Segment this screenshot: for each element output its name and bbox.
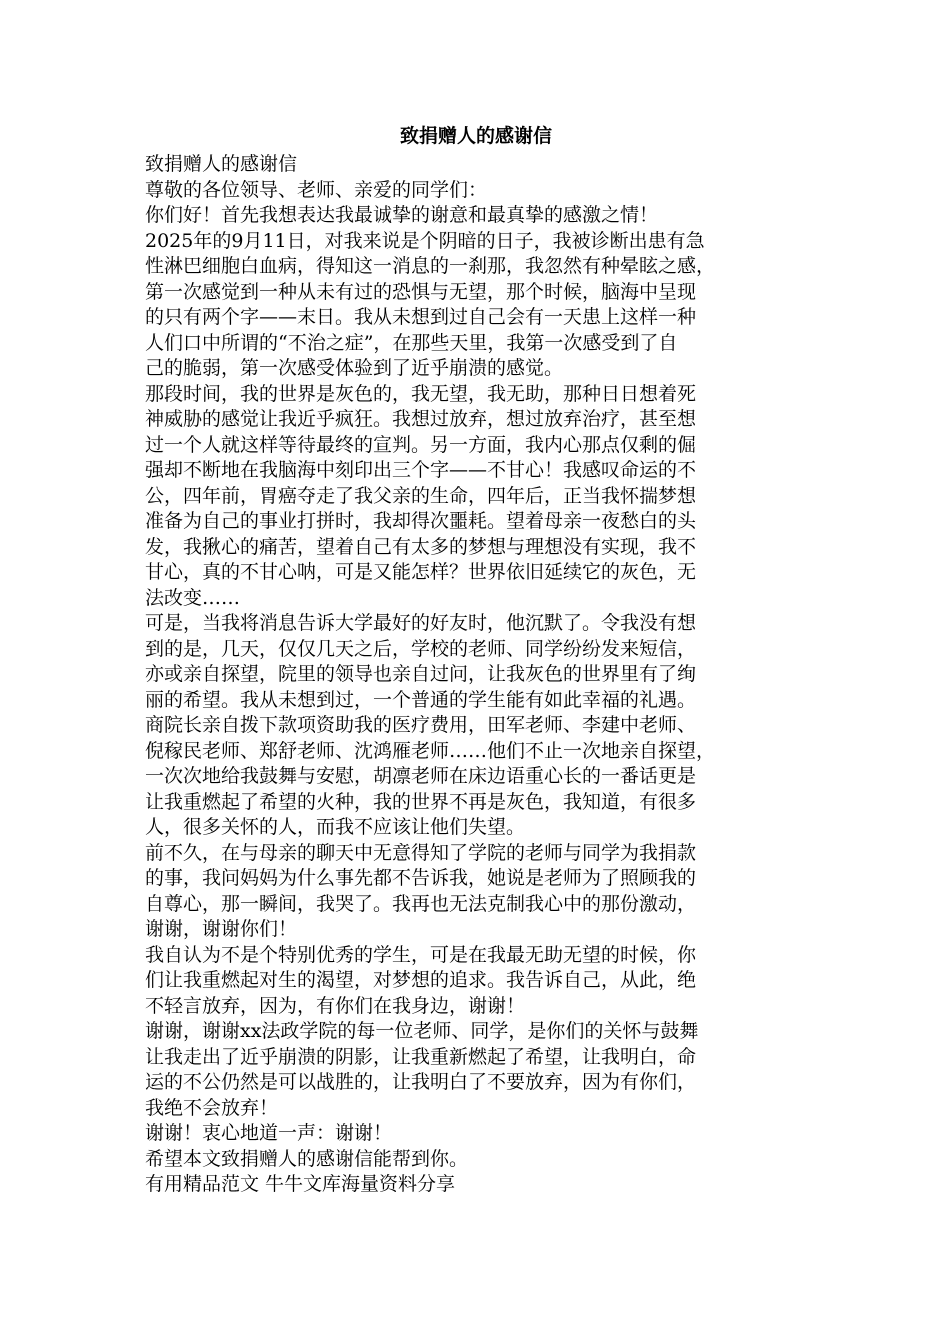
text-line: 我绝不会放弃！ xyxy=(145,1096,279,1119)
document-page xyxy=(145,120,807,1198)
paragraph xyxy=(145,1147,807,1173)
document-body xyxy=(145,152,807,1198)
text-line: 神威胁的感觉让我近乎疯狂。我想过放弃，想过放弃治疗，甚至想 xyxy=(145,408,697,430)
text-line: 准备为自己的事业打拼时，我却得次噩耗。望着母亲一夜愁白的头 xyxy=(145,510,697,532)
paragraph xyxy=(145,611,807,841)
text-line: 法改变…… xyxy=(145,586,241,609)
text-line: 不轻言放弃，因为，有你们在我身边，谢谢！ xyxy=(145,994,526,1017)
text-line: 你们好！首先我想表达我最诚挚的谢意和最真挚的感激之情！ xyxy=(145,204,659,226)
text-line: 尊敬的各位领导、老师、亲爱的同学们： xyxy=(145,178,488,201)
text-line: 们让我重燃起对生的渴望，对梦想的追求。我告诉自己，从此，绝 xyxy=(145,969,697,991)
text-line: 人，很多关怀的人，而我不应该让他们失望。 xyxy=(145,816,526,838)
text-line: 自尊心，那一瞬间，我哭了。我再也无法克制我心中的那份激动， xyxy=(145,892,697,915)
text-line: 商院长亲自拨下款项资助我的医疗费用，田军老师、李建中老师、 xyxy=(145,714,697,736)
text-line: 前不久，在与母亲的聊天中无意得知了学院的老师与同学为我捐款 xyxy=(145,841,697,864)
text-line: 的只有两个字——末日。我从未想到过自己会有一天患上这样一种 xyxy=(145,306,697,328)
text-line: 亦或亲自探望，院里的领导也亲自过问，让我灰色的世界里有了绚 xyxy=(145,663,697,685)
text-line: 那段时间，我的世界是灰色的，我无望，我无助，那种日日想着死 xyxy=(145,382,697,405)
text-line: 我自认为不是个特别优秀的学生，可是在我最无助无望的时候，你 xyxy=(145,943,697,966)
text-line: 运的不公仍然是可以战胜的，让我明白了不要放弃，因为有你们， xyxy=(145,1071,697,1093)
text-line: 强却不断地在我脑海中刻印出三个字——不甘心！我感叹命运的不 xyxy=(145,459,697,481)
paragraph xyxy=(145,382,807,612)
text-line: 丽的希望。我从未想到过，一个普通的学生能有如此幸福的礼遇。 xyxy=(145,688,697,711)
paragraph xyxy=(145,1172,807,1198)
text-line: 己的脆弱，第一次感受体验到了近乎崩溃的感觉。 xyxy=(145,357,564,379)
text-line: 过一个人就这样等待最终的宣判。另一方面，我内心那点仅剩的倔 xyxy=(145,433,697,456)
paragraph xyxy=(145,943,807,1020)
paragraph xyxy=(145,229,807,382)
paragraph xyxy=(145,1121,807,1147)
text-line: 第一次感觉到一种从未有过的恐惧与无望，那个时候，脑海中呈现 xyxy=(145,280,697,303)
text-line: 致捐赠人的感谢信 xyxy=(145,153,298,175)
text-line: 到的是，几天，仅仅几天之后，学校的老师、同学纷纷发来短信， xyxy=(145,637,697,660)
document-title: 致捐赠人的感谢信 xyxy=(399,125,552,147)
text-line: 让我重燃起了希望的火种，我的世界不再是灰色，我知道，有很多 xyxy=(145,790,697,813)
paragraph xyxy=(145,203,807,229)
text-line: 性淋巴细胞白血病，得知这一消息的一刹那，我忽然有种晕眩之感， xyxy=(145,255,716,277)
text-line: 可是，当我将消息告诉大学最好的好友时，他沉默了。令我没有想 xyxy=(145,612,697,634)
text-line: 倪稼民老师、郑舒老师、沈鸿雁老师……他们不止一次地亲自探望， xyxy=(145,739,716,762)
text-line: 谢谢！衷心地道一声：谢谢！ xyxy=(145,1122,393,1144)
text-line: 甘心，真的不甘心呐，可是又能怎样？世界依旧延续它的灰色，无 xyxy=(145,561,697,583)
text-line: 公，四年前，胃癌夺走了我父亲的生命，四年后，正当我怀揣梦想 xyxy=(145,484,697,507)
text-line: 谢谢，谢谢xx法政学院的每一位老师、同学，是你们的关怀与鼓舞 xyxy=(145,1020,699,1042)
text-line: 希望本文致捐赠人的感谢信能帮到你。 xyxy=(145,1147,469,1170)
text-line: 让我走出了近乎崩溃的阴影，让我重新燃起了希望，让我明白，命 xyxy=(145,1045,697,1068)
paragraph xyxy=(145,1019,807,1121)
text-line: 谢谢，谢谢你们！ xyxy=(145,918,298,940)
text-line: 2025年的9月11日，对我来说是个阴暗的日子，我被诊断出患有急 xyxy=(145,229,705,252)
paragraph xyxy=(145,841,807,943)
text-line: 一次次地给我鼓舞与安慰，胡凛老师在床边语重心长的一番话更是 xyxy=(145,765,697,787)
paragraph xyxy=(145,152,807,178)
text-line: 发，我揪心的痛苦，望着自己有太多的梦想与理想没有实现，我不 xyxy=(145,535,697,558)
text-line: 有用精品范文 牛牛文库海量资料分享 xyxy=(145,1173,456,1195)
text-line: 人们口中所谓的“不治之症”，在那些天里，我第一次感受到了自 xyxy=(145,331,678,354)
text-line: 的事，我问妈妈为什么事先都不告诉我，她说是老师为了照顾我的 xyxy=(145,867,697,889)
paragraph xyxy=(145,178,807,204)
